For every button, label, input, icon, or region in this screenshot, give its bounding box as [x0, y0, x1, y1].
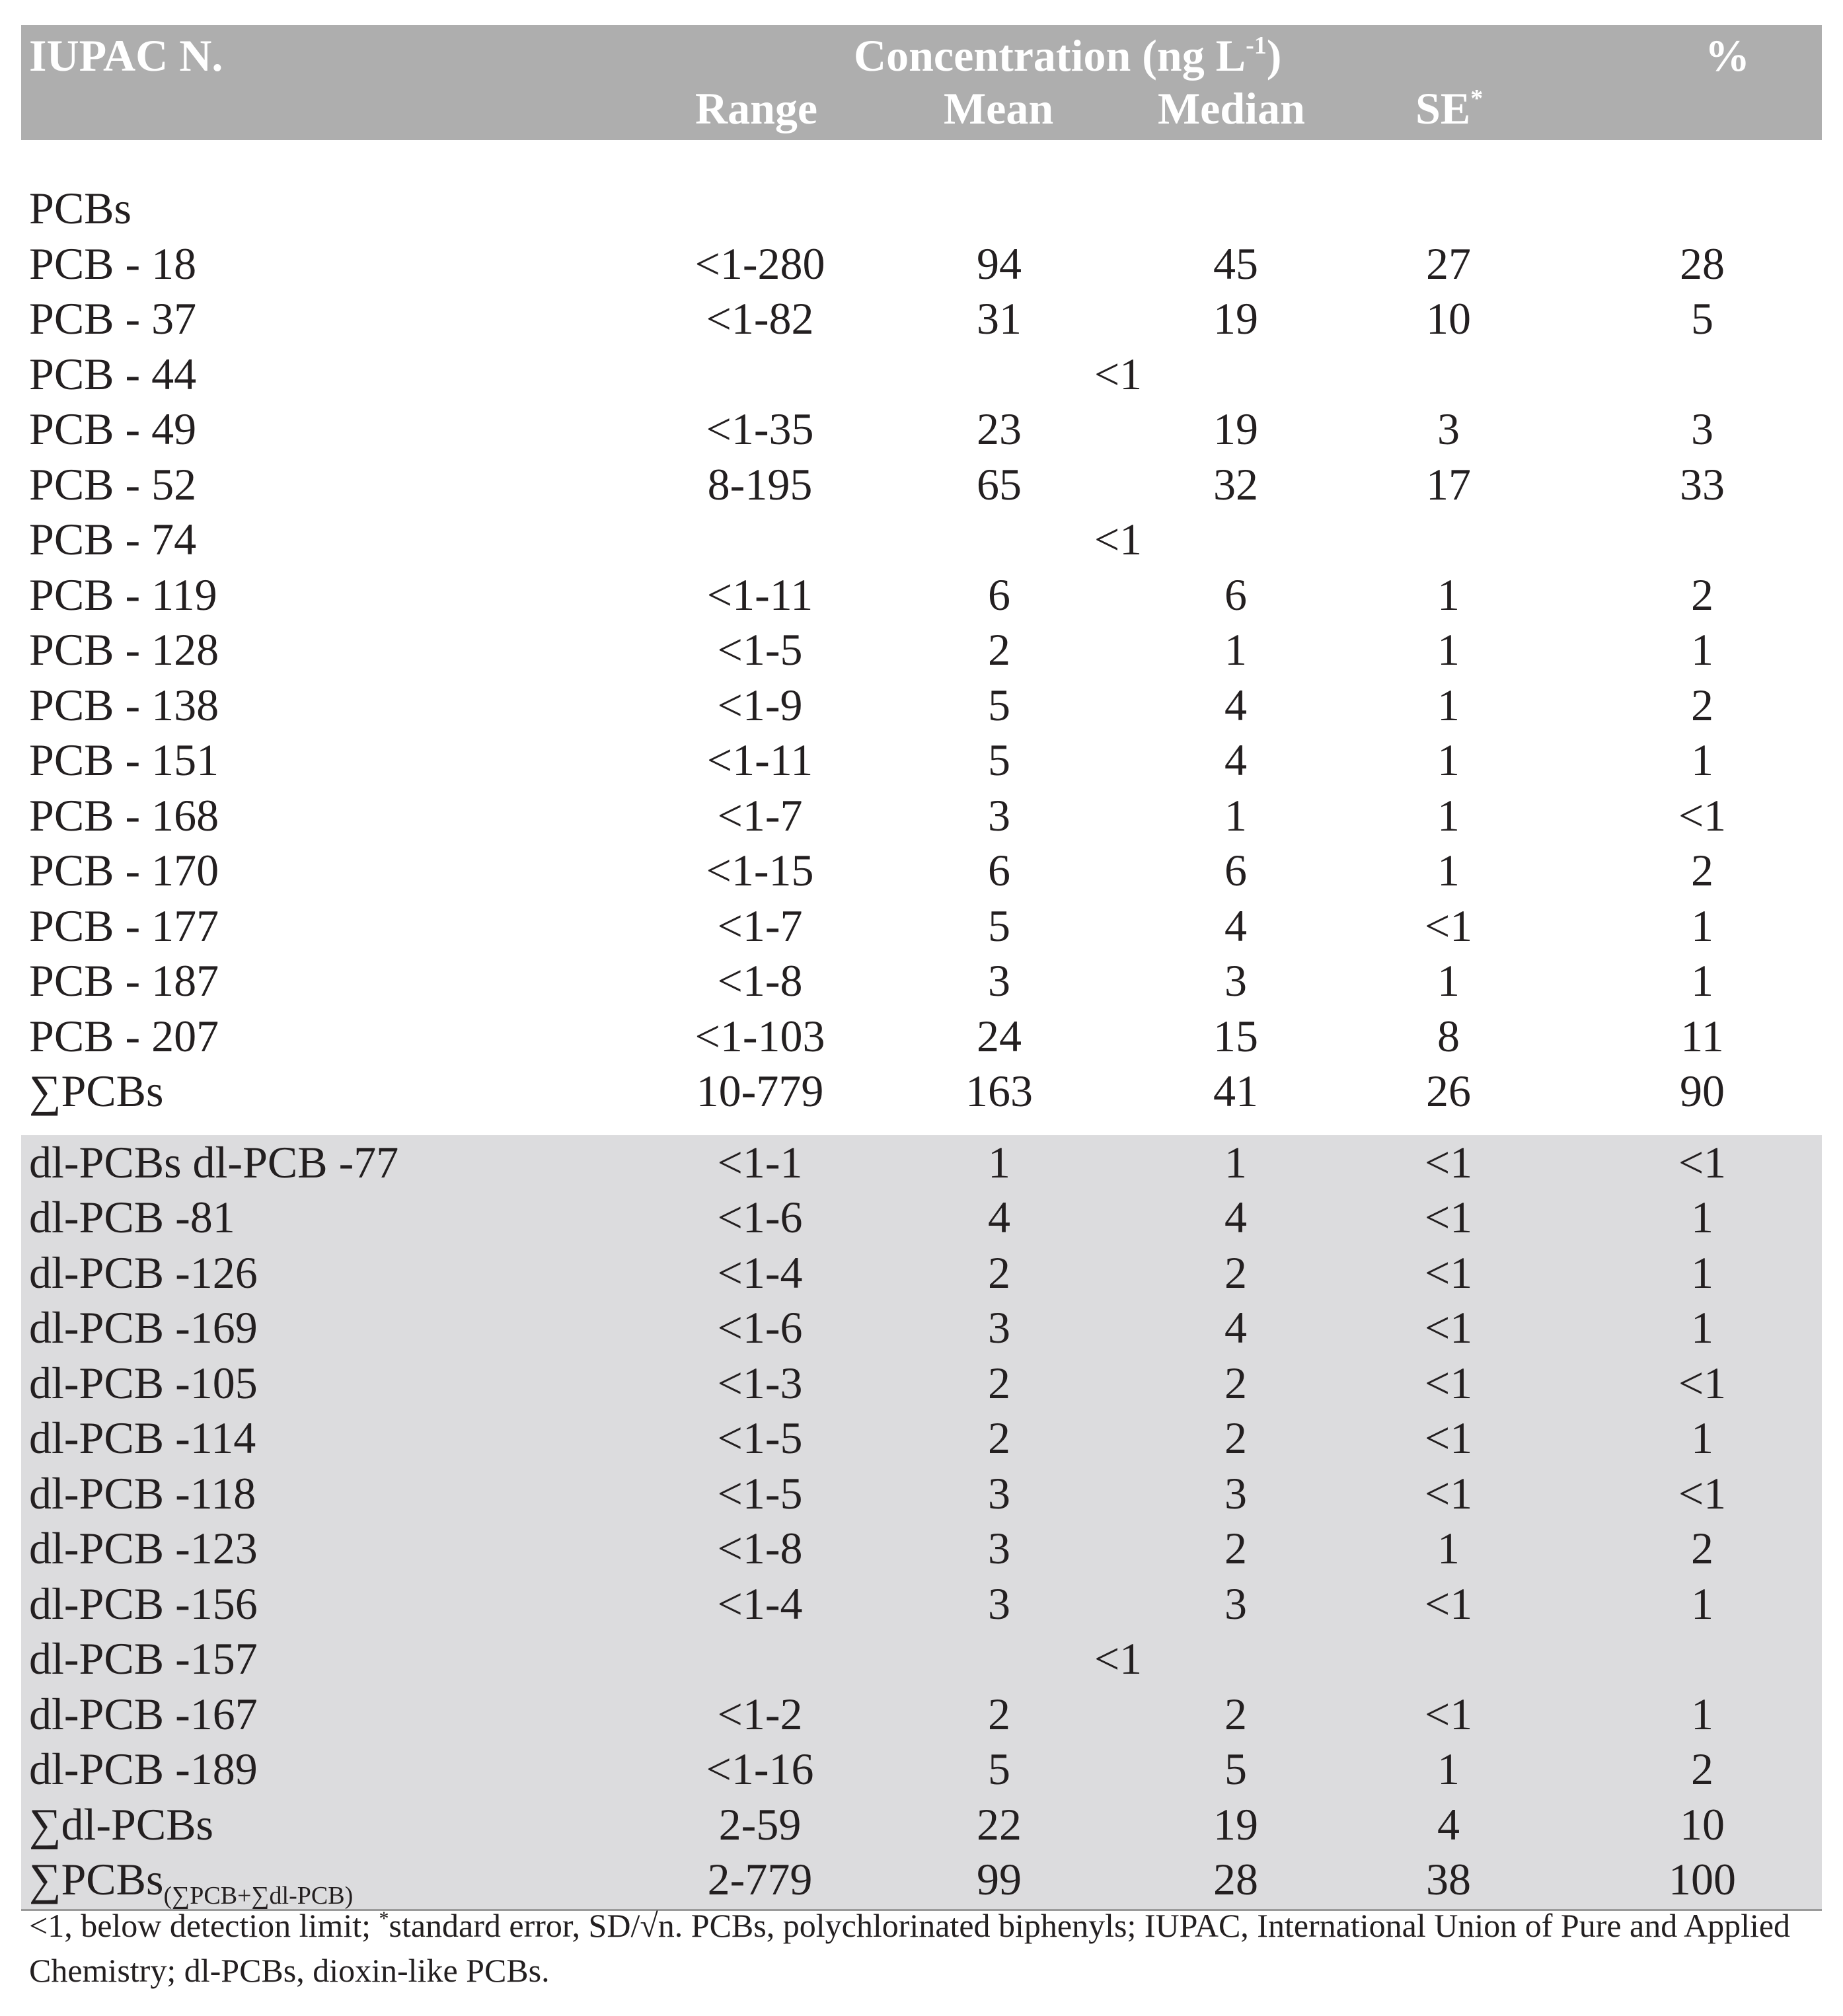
compound-name-text: dl-PCB -167	[29, 1688, 258, 1739]
compound-name-text: dl-PCB -81	[29, 1192, 235, 1242]
cell-se: <1	[1424, 900, 1473, 951]
compound-name-text: PCB - 151	[29, 735, 219, 785]
footnote-part1: <1, below detection limit;	[29, 1907, 379, 1944]
cell-percent: 1	[1691, 624, 1713, 675]
cell-se: 1	[1437, 679, 1460, 730]
compound-name	[29, 733, 219, 788]
table-row	[21, 1009, 1822, 1064]
cell-range: 2-59	[718, 1799, 802, 1849]
table-row	[21, 622, 1822, 678]
header-concentration	[854, 30, 1282, 81]
compound-name	[29, 402, 196, 457]
table-row	[21, 237, 1822, 292]
cell-mean: 2	[988, 1357, 1010, 1408]
header-median: Median	[1158, 83, 1305, 133]
cell-median: 2	[1224, 1413, 1247, 1463]
cell-range: <1-4	[717, 1578, 803, 1629]
table-row	[21, 1631, 1822, 1687]
cell-median: 3	[1224, 1468, 1247, 1518]
cell-se: <1	[1424, 1357, 1473, 1408]
cell-percent: 2	[1691, 1744, 1713, 1794]
table-row	[21, 1356, 1822, 1411]
cell-mean: 94	[977, 238, 1022, 289]
compound-name	[29, 1742, 258, 1797]
compound-name-text: PCB - 49	[29, 404, 197, 454]
cell-mean: 6	[988, 845, 1010, 895]
cell-mean: 4	[988, 1192, 1010, 1242]
compound-name	[29, 1521, 258, 1577]
cell-se: <1	[1424, 1578, 1473, 1629]
cell-range: <1-15	[706, 845, 814, 895]
table-row	[21, 788, 1822, 844]
cell-mean: 65	[977, 459, 1022, 509]
table-header	[21, 25, 1822, 140]
compound-name	[29, 1577, 258, 1632]
cell-median: 15	[1213, 1010, 1258, 1061]
compound-name	[29, 457, 196, 513]
cell-mean: 99	[977, 1854, 1022, 1904]
cell-median: 28	[1213, 1854, 1258, 1904]
cell-percent: <1	[1678, 790, 1727, 840]
cell-below-detection: <1	[1094, 1633, 1143, 1684]
cell-median: 1	[1224, 1137, 1247, 1187]
table-row	[21, 1064, 1822, 1119]
cell-median: 4	[1224, 679, 1247, 730]
table-row	[21, 1742, 1822, 1797]
cell-median: 45	[1213, 238, 1258, 289]
compound-name	[29, 1797, 213, 1853]
cell-range: 10-779	[696, 1066, 824, 1116]
cell-range: <1-6	[717, 1192, 803, 1242]
compound-name-text: dl-PCBs dl-PCB -77	[29, 1137, 399, 1187]
compound-name	[29, 237, 196, 292]
cell-mean: 163	[965, 1066, 1033, 1116]
cell-median: 19	[1213, 1799, 1258, 1849]
cell-mean: 3	[988, 1523, 1010, 1573]
dl-pcb-rows	[21, 1135, 1822, 1908]
compound-name	[29, 1246, 258, 1301]
compound-name-text: PCB - 18	[29, 238, 197, 289]
cell-range: <1-16	[706, 1744, 814, 1794]
compound-name	[29, 1356, 258, 1411]
cell-percent: 1	[1691, 1247, 1713, 1298]
compound-name	[29, 1135, 398, 1191]
compound-name	[29, 291, 196, 347]
header-concentration-label: Concentration (ng L	[854, 30, 1246, 81]
table-row	[21, 843, 1822, 899]
cell-mean: 5	[988, 679, 1010, 730]
compound-name	[29, 568, 217, 623]
cell-range: <1-5	[717, 1413, 803, 1463]
cell-range: <1-11	[706, 735, 813, 785]
cell-range: <1-7	[717, 790, 803, 840]
cell-range: <1-8	[717, 955, 803, 1006]
compound-name-text: PCB - 170	[29, 845, 219, 895]
cell-se: 4	[1437, 1799, 1460, 1849]
table-row	[21, 347, 1822, 402]
cell-mean: 1	[988, 1137, 1010, 1187]
table-row	[21, 1466, 1822, 1522]
cell-median: 4	[1224, 735, 1247, 785]
table-row	[21, 1521, 1822, 1577]
cell-median: 6	[1224, 845, 1247, 895]
cell-range: <1-5	[717, 1468, 803, 1518]
cell-se: 1	[1437, 845, 1460, 895]
cell-se: <1	[1424, 1302, 1473, 1353]
table-row	[21, 1190, 1822, 1246]
table-row	[21, 1135, 1822, 1191]
cell-percent: 90	[1680, 1066, 1725, 1116]
table-row	[21, 291, 1822, 347]
cell-percent: 2	[1691, 845, 1713, 895]
cell-mean: 22	[977, 1799, 1022, 1849]
cell-percent: 1	[1691, 900, 1713, 951]
table-row	[21, 1246, 1822, 1301]
cell-mean: 23	[977, 404, 1022, 454]
cell-percent: 100	[1669, 1854, 1736, 1904]
cell-se: 27	[1426, 238, 1471, 289]
table-row	[21, 678, 1822, 733]
table-row	[21, 402, 1822, 457]
cell-percent: <1	[1678, 1137, 1727, 1187]
cell-median: 3	[1224, 1578, 1247, 1629]
cell-mean: 2	[988, 624, 1010, 675]
compound-name-text: ∑PCBs	[29, 1854, 164, 1904]
compound-name	[29, 788, 219, 844]
compound-name	[29, 1064, 163, 1119]
cell-mean: 2	[988, 1688, 1010, 1739]
table-row	[21, 1687, 1822, 1742]
cell-se: 1	[1437, 569, 1460, 620]
table-row	[21, 568, 1822, 623]
compound-name-subscript: (∑PCB+∑dl-PCB)	[163, 1882, 354, 1910]
cell-percent: 2	[1691, 569, 1713, 620]
cell-se: 1	[1437, 624, 1460, 675]
cell-range: <1-4	[717, 1247, 803, 1298]
compound-name-text: PCB - 177	[29, 900, 219, 951]
compound-name-text: PCB - 138	[29, 679, 219, 730]
footnote-part2: standard error, SD/√n. PCBs, polychlorinated biphenyls; IUPAC, International Union of Pure and Applied Chemistry; dl-PCBs, dioxin-like PCBs.	[29, 1907, 1791, 1989]
cell-below-detection: <1	[1094, 514, 1143, 564]
cell-range: <1-8	[717, 1523, 803, 1573]
cell-percent: 1	[1691, 1578, 1713, 1629]
cell-median: 1	[1224, 790, 1247, 840]
cell-below-detection: <1	[1094, 348, 1143, 399]
cell-mean: 3	[988, 1578, 1010, 1629]
cell-se: 3	[1437, 404, 1460, 454]
cell-mean: 24	[977, 1010, 1022, 1061]
header-mean: Mean	[944, 83, 1054, 133]
cell-percent: 5	[1691, 293, 1713, 344]
cell-se: 1	[1437, 790, 1460, 840]
cell-percent: 33	[1680, 459, 1725, 509]
cell-range: <1-9	[717, 679, 803, 730]
cell-se: 10	[1426, 293, 1471, 344]
table-row	[21, 1797, 1822, 1853]
table-row	[21, 953, 1822, 1009]
compound-name-text: dl-PCB -114	[29, 1413, 256, 1463]
cell-se: 1	[1437, 1523, 1460, 1573]
header-se-asterisk: *	[1470, 85, 1484, 112]
compound-name-text: ∑dl-PCBs	[29, 1799, 214, 1849]
cell-se: 17	[1426, 459, 1471, 509]
cell-se: 1	[1437, 1744, 1460, 1794]
cell-mean: 3	[988, 1468, 1010, 1518]
cell-median: 4	[1224, 1192, 1247, 1242]
cell-se: <1	[1424, 1468, 1473, 1518]
cell-median: 1	[1224, 624, 1247, 675]
cell-range: <1-2	[717, 1688, 803, 1739]
compound-name-text: PCB - 74	[29, 514, 197, 564]
compound-name-text: dl-PCB -118	[29, 1468, 256, 1518]
header-concentration-close: )	[1266, 30, 1282, 81]
footnote-asterisk: *	[379, 1908, 389, 1929]
table-row	[21, 1577, 1822, 1632]
cell-se: <1	[1424, 1413, 1473, 1463]
compound-name	[29, 512, 196, 568]
compound-name-text: PCB - 37	[29, 293, 197, 344]
compound-name	[29, 1411, 256, 1466]
cell-mean: 5	[988, 900, 1010, 951]
cell-se: 8	[1437, 1010, 1460, 1061]
cell-se: <1	[1424, 1192, 1473, 1242]
cell-range: <1-7	[717, 900, 803, 951]
compound-name-text: dl-PCB -169	[29, 1302, 258, 1353]
cell-median: 3	[1224, 955, 1247, 1006]
cell-median: 4	[1224, 900, 1247, 951]
table-row	[21, 1411, 1822, 1466]
cell-range: 2-779	[707, 1854, 813, 1904]
compound-name	[29, 1190, 235, 1246]
header-concentration-exponent: -1	[1246, 32, 1267, 59]
section-label-row	[21, 181, 1822, 237]
cell-percent: <1	[1678, 1468, 1727, 1518]
cell-median: 2	[1224, 1247, 1247, 1298]
cell-mean: 2	[988, 1413, 1010, 1463]
compound-name	[29, 899, 219, 954]
compound-name-text: dl-PCB -157	[29, 1633, 258, 1684]
cell-se: 1	[1437, 735, 1460, 785]
cell-range: <1-11	[706, 569, 813, 620]
cell-median: 19	[1213, 404, 1258, 454]
table-footnote	[29, 1903, 1813, 1993]
header-range: Range	[695, 83, 818, 133]
cell-percent: 1	[1691, 735, 1713, 785]
cell-median: 41	[1213, 1066, 1258, 1116]
cell-se: <1	[1424, 1688, 1473, 1739]
header-iupac: IUPAC N.	[29, 30, 223, 81]
compound-name	[29, 678, 219, 733]
cell-se: <1	[1424, 1247, 1473, 1298]
compound-name-text: dl-PCB -126	[29, 1247, 258, 1298]
cell-percent: 2	[1691, 1523, 1713, 1573]
compound-name	[29, 1466, 256, 1522]
compound-name-text: PCB - 207	[29, 1010, 219, 1061]
compound-name-text: dl-PCB -156	[29, 1578, 258, 1629]
table-row	[21, 899, 1822, 954]
cell-median: 2	[1224, 1688, 1247, 1739]
cell-median: 19	[1213, 293, 1258, 344]
compound-name	[29, 1687, 258, 1742]
cell-se: 26	[1426, 1066, 1471, 1116]
table-row	[21, 733, 1822, 788]
compound-name	[29, 347, 196, 402]
compound-name	[29, 1852, 353, 1908]
compound-name-text: PCB - 187	[29, 955, 219, 1006]
cell-median: 6	[1224, 569, 1247, 620]
header-percent: %	[1705, 30, 1750, 81]
compound-name-text: dl-PCB -189	[29, 1744, 258, 1794]
cell-percent: 1	[1691, 955, 1713, 1006]
cell-range: <1-35	[706, 404, 814, 454]
cell-percent: 11	[1680, 1010, 1724, 1061]
cell-range: <1-103	[695, 1010, 825, 1061]
header-se	[1415, 83, 1484, 133]
compound-name-text: PCB - 168	[29, 790, 219, 840]
table-row	[21, 457, 1822, 513]
compound-name	[29, 622, 219, 678]
cell-se: 38	[1426, 1854, 1471, 1904]
compound-name	[29, 843, 219, 899]
compound-name-text: dl-PCB -123	[29, 1523, 258, 1573]
table-row	[21, 1300, 1822, 1356]
cell-range: <1-3	[717, 1357, 803, 1408]
compound-name	[29, 1300, 258, 1356]
compound-name	[29, 1009, 219, 1064]
table-row	[21, 1852, 1822, 1908]
cell-median: 5	[1224, 1744, 1247, 1794]
cell-mean: 5	[988, 1744, 1010, 1794]
cell-se: <1	[1424, 1137, 1473, 1187]
pcb-rows	[21, 237, 1822, 1119]
cell-median: 4	[1224, 1302, 1247, 1353]
cell-mean: 2	[988, 1247, 1010, 1298]
compound-name-text: PCB - 44	[29, 348, 197, 399]
compound-name-text: PCB - 119	[29, 569, 217, 620]
compound-name-text: PCB - 128	[29, 624, 219, 675]
cell-percent: 10	[1680, 1799, 1725, 1849]
cell-mean: 3	[988, 955, 1010, 1006]
compound-name	[29, 953, 219, 1009]
cell-mean: 5	[988, 735, 1010, 785]
cell-mean: 3	[988, 790, 1010, 840]
dl-pcb-section	[21, 1135, 1822, 1909]
cell-percent: 1	[1691, 1413, 1713, 1463]
cell-range: <1-6	[717, 1302, 803, 1353]
cell-percent: 2	[1691, 679, 1713, 730]
cell-percent: 1	[1691, 1192, 1713, 1242]
cell-percent: <1	[1678, 1357, 1727, 1408]
cell-se: 1	[1437, 955, 1460, 1006]
cell-mean: 3	[988, 1302, 1010, 1353]
cell-range: 8-195	[707, 459, 813, 509]
pcb-section	[21, 140, 1822, 1135]
compound-name-text: ∑PCBs	[29, 1066, 164, 1116]
cell-range: <1-82	[706, 293, 814, 344]
cell-median: 2	[1224, 1523, 1247, 1573]
cell-median: 32	[1213, 459, 1258, 509]
cell-range: <1-280	[695, 238, 825, 289]
compound-name-text: PCB - 52	[29, 459, 197, 509]
cell-percent: 3	[1691, 404, 1713, 454]
cell-percent: 28	[1680, 238, 1725, 289]
pcb-section-label: PCBs	[29, 183, 132, 233]
cell-mean: 6	[988, 569, 1010, 620]
cell-percent: 1	[1691, 1302, 1713, 1353]
compound-name	[29, 1631, 258, 1687]
header-se-label: SE	[1415, 83, 1471, 133]
cell-median: 2	[1224, 1357, 1247, 1408]
compound-name-text: dl-PCB -105	[29, 1357, 258, 1408]
table-row	[21, 512, 1822, 568]
cell-mean: 31	[977, 293, 1022, 344]
cell-range: <1-1	[717, 1137, 803, 1187]
cell-range: <1-5	[717, 624, 803, 675]
cell-percent: 1	[1691, 1688, 1713, 1739]
pcb-concentration-table	[21, 25, 1822, 1911]
